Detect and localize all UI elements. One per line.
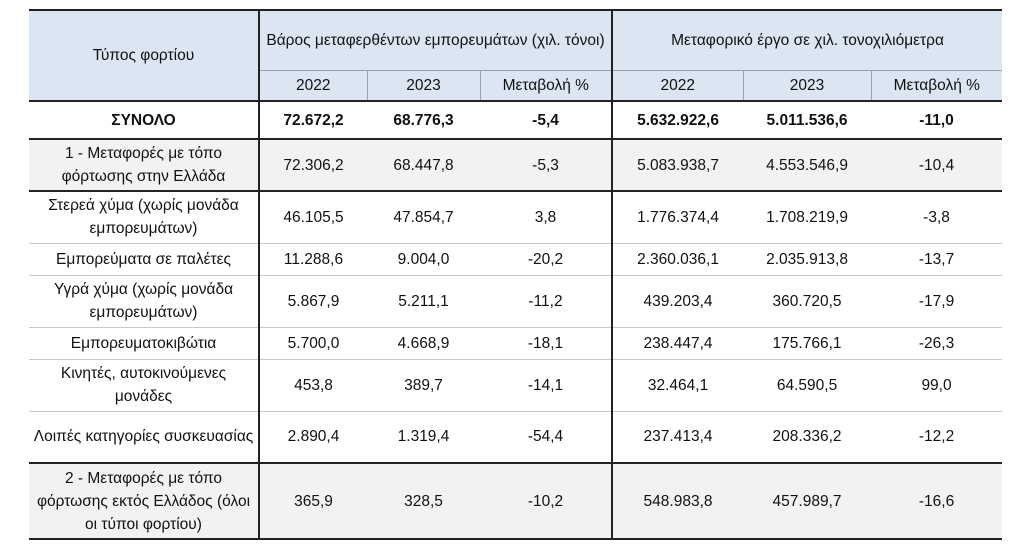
- cell-weight-2023: 68.776,3: [367, 101, 480, 139]
- header-work-group: Μεταφορικό έργο σε χιλ. τονοχιλιόμετρα: [612, 10, 1002, 70]
- header-weight-2023: 2023: [367, 70, 480, 101]
- header-work-2022: 2022: [612, 70, 743, 101]
- cell-weight-2023: 5.211,1: [367, 275, 480, 327]
- header-work-change: Μεταβολή %: [871, 70, 1002, 101]
- cell-weight-change: -14,1: [480, 359, 612, 411]
- cell-weight-2023: 47.854,7: [367, 191, 480, 243]
- cell-weight-2023: 389,7: [367, 359, 480, 411]
- cell-work-change: -12,2: [871, 411, 1002, 463]
- header-weight-group: Βάρος μεταφερθέντων εμπορευμάτων (χιλ. τόνοι): [259, 10, 612, 70]
- table-row: [29, 327, 1002, 359]
- cell-weight-change: -5,4: [480, 101, 612, 139]
- cell-weight-2022: 72.672,2: [259, 101, 367, 139]
- cell-work-2022: 548.983,8: [612, 463, 743, 539]
- header-cargo-type: Τύπος φορτίου: [29, 10, 259, 101]
- row-label: 1 - Μεταφορές με τόπο φόρτωσης στην Ελλάδα: [29, 139, 259, 191]
- cell-weight-2023: 1.319,4: [367, 411, 480, 463]
- cell-work-change: -11,0: [871, 101, 1002, 139]
- row-label: Εμπορευματοκιβώτια: [29, 327, 259, 359]
- cell-weight-change: 3,8: [480, 191, 612, 243]
- cell-work-change: -26,3: [871, 327, 1002, 359]
- table-row: [29, 191, 1002, 243]
- cell-work-2023: 64.590,5: [743, 359, 871, 411]
- header-row-groups: [29, 10, 1002, 70]
- cell-weight-change: -54,4: [480, 411, 612, 463]
- table-row: [29, 411, 1002, 463]
- cell-weight-2023: 328,5: [367, 463, 480, 539]
- row-label: Λοιπές κατηγορίες συσκευασίας: [29, 411, 259, 463]
- table-row: [29, 243, 1002, 275]
- table-row: [29, 275, 1002, 327]
- cell-work-2022: 32.464,1: [612, 359, 743, 411]
- header-work-2023: 2023: [743, 70, 871, 101]
- cell-weight-2022: 11.288,6: [259, 243, 367, 275]
- cell-weight-2022: 453,8: [259, 359, 367, 411]
- cell-work-2022: 238.447,4: [612, 327, 743, 359]
- cell-weight-change: -5,3: [480, 139, 612, 191]
- cell-work-change: 99,0: [871, 359, 1002, 411]
- cell-work-2022: 439.203,4: [612, 275, 743, 327]
- cell-weight-change: -10,2: [480, 463, 612, 539]
- row-label: ΣΥΝΟΛΟ: [29, 101, 259, 139]
- cell-weight-2022: 46.105,5: [259, 191, 367, 243]
- cell-weight-2022: 72.306,2: [259, 139, 367, 191]
- cell-work-2022: 5.083.938,7: [612, 139, 743, 191]
- table-row: [29, 359, 1002, 411]
- freight-table: [29, 9, 1002, 540]
- cell-work-2023: 1.708.219,9: [743, 191, 871, 243]
- cell-work-2023: 457.989,7: [743, 463, 871, 539]
- table-row: [29, 139, 1002, 191]
- cell-work-change: -17,9: [871, 275, 1002, 327]
- cell-weight-change: -20,2: [480, 243, 612, 275]
- cell-work-2023: 208.336,2: [743, 411, 871, 463]
- cell-weight-change: -11,2: [480, 275, 612, 327]
- table-row: [29, 463, 1002, 539]
- row-label: Κινητές, αυτοκινούμενες μονάδες: [29, 359, 259, 411]
- cell-work-change: -13,7: [871, 243, 1002, 275]
- row-label: 2 - Μεταφορές με τόπο φόρτωσης εκτός Ελλάδος (όλοι οι τύποι φορτίου): [29, 463, 259, 539]
- cell-work-2023: 360.720,5: [743, 275, 871, 327]
- row-label: Υγρά χύμα (χωρίς μονάδα εμπορευμάτων): [29, 275, 259, 327]
- table-row-total: [29, 101, 1002, 139]
- cell-weight-2023: 9.004,0: [367, 243, 480, 275]
- cell-work-2022: 237.413,4: [612, 411, 743, 463]
- header-weight-2022: 2022: [259, 70, 367, 101]
- cell-work-2022: 2.360.036,1: [612, 243, 743, 275]
- cell-work-2023: 5.011.536,6: [743, 101, 871, 139]
- row-label: Εμπορεύματα σε παλέτες: [29, 243, 259, 275]
- cell-work-change: -16,6: [871, 463, 1002, 539]
- row-label: Στερεά χύμα (χωρίς μονάδα εμπορευμάτων): [29, 191, 259, 243]
- cell-weight-2022: 365,9: [259, 463, 367, 539]
- cell-work-2022: 5.632.922,6: [612, 101, 743, 139]
- cell-work-2023: 4.553.546,9: [743, 139, 871, 191]
- cell-work-change: -3,8: [871, 191, 1002, 243]
- cell-weight-2022: 5.867,9: [259, 275, 367, 327]
- cell-work-2023: 175.766,1: [743, 327, 871, 359]
- cell-work-2022: 1.776.374,4: [612, 191, 743, 243]
- cell-weight-2023: 68.447,8: [367, 139, 480, 191]
- cell-work-change: -10,4: [871, 139, 1002, 191]
- cell-weight-2022: 5.700,0: [259, 327, 367, 359]
- cell-weight-change: -18,1: [480, 327, 612, 359]
- cell-weight-2023: 4.668,9: [367, 327, 480, 359]
- cell-work-2023: 2.035.913,8: [743, 243, 871, 275]
- cell-weight-2022: 2.890,4: [259, 411, 367, 463]
- header-weight-change: Μεταβολή %: [480, 70, 612, 101]
